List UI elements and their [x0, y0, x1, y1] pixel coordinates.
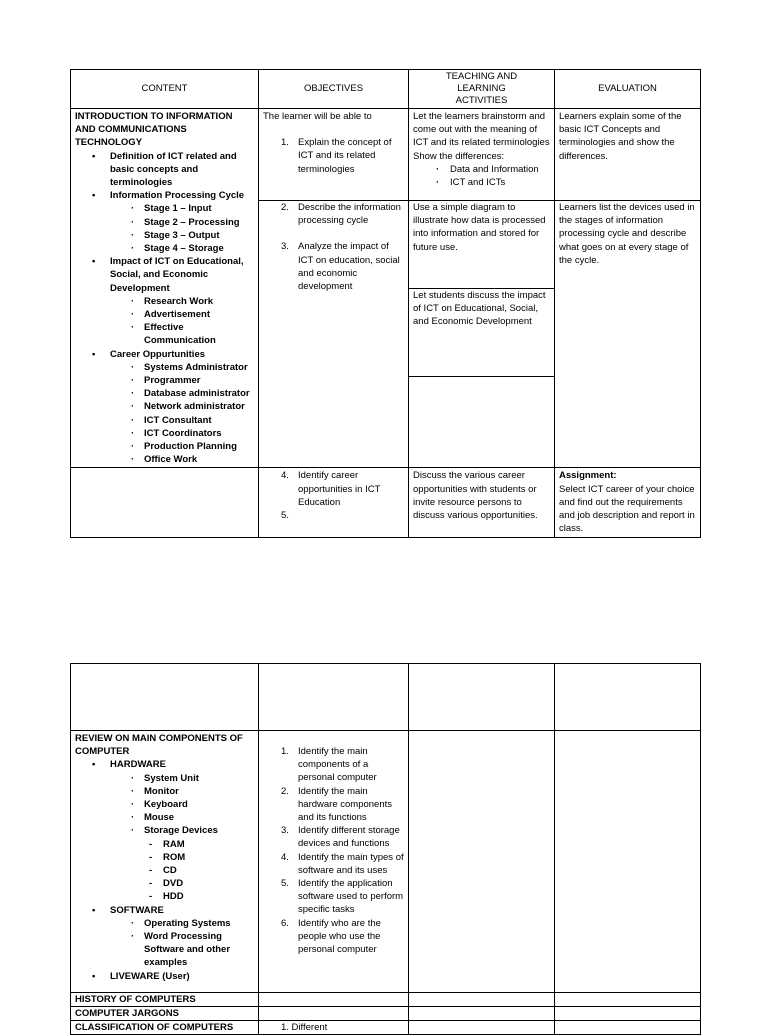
list-item: • LIVEWARE (User): [75, 970, 254, 983]
item-number: 3.: [281, 825, 289, 837]
objective-text: Analyze the impact of ICT on education, social and economic development: [298, 241, 400, 293]
objectives-intro: The learner will be able to: [263, 111, 372, 122]
list-item: • SOFTWARE: [75, 904, 254, 917]
content-cell: COMPUTER JARGONS: [71, 1007, 259, 1021]
list-item: - RAM: [75, 838, 254, 851]
subtopic-list: [75, 361, 254, 467]
activities-cell: Discuss the various career opportunities with students or invite resource persons to discuss various opportunities.: [409, 468, 555, 537]
list-item: · Research Work: [75, 295, 254, 308]
activity-text: Let the learners brainstorm and come out with the meaning of ICT and its related terminologies: [413, 111, 550, 149]
item-number: 4.: [281, 470, 289, 482]
list-item: · Keyboard: [75, 798, 254, 811]
evaluation-cell: [555, 468, 701, 537]
empty-cell: [259, 1007, 409, 1021]
table-row: [71, 993, 701, 1007]
activities-block-3: [409, 289, 554, 377]
objectives-list: [263, 469, 404, 522]
list-item: [75, 255, 254, 295]
list-item: [75, 189, 254, 202]
topic-label: Definition of ICT related and basic concepts and terminologies: [110, 150, 237, 189]
list-item: • HARDWARE: [75, 758, 254, 771]
subtopic-list: [75, 772, 254, 838]
item-number: 5.: [281, 878, 289, 890]
item-number: 3.: [281, 241, 289, 253]
list-item: · Stage 3 – Output: [75, 229, 254, 242]
item-number: 5.: [281, 510, 289, 522]
list-item: · Data and Information: [413, 163, 550, 176]
content-cell-empty: [71, 468, 259, 537]
objective-text: Identify career opportunities in ICT Education: [298, 470, 381, 508]
evaluation-text: Select ICT career of your choice and find out the requirements and job description and report in class.: [559, 483, 695, 535]
objective-text: Identify the main components of a personal computer: [298, 746, 377, 784]
objectives-cell: [259, 109, 409, 468]
empty-cell: [555, 1021, 701, 1035]
list-item: [263, 824, 404, 850]
item-number: 1.: [281, 746, 289, 757]
evaluation-text: Learners list the devices used in the stages of information processing cycle and describe what goes on at every stage of the cycle.: [559, 202, 695, 266]
list-item: [263, 136, 404, 176]
objectives-list: [263, 136, 404, 176]
header-evaluation: EVALUATION: [555, 70, 701, 109]
list-item: [263, 917, 404, 957]
list-item: · System Unit: [75, 772, 254, 785]
list-item: · Network administrator: [75, 400, 254, 413]
item-number: 4.: [281, 851, 289, 863]
list-item: · Storage Devices: [75, 824, 254, 837]
list-item: · Mouse: [75, 811, 254, 824]
objectives-block-2: [263, 201, 404, 293]
list-item: · Programmer: [75, 374, 254, 387]
objectives-cell: [259, 468, 409, 537]
item-number: 6.: [281, 917, 289, 929]
empty-cell: [409, 1007, 555, 1021]
item-number: 2.: [281, 785, 289, 797]
list-item: · ICT Consultant: [75, 414, 254, 427]
objectives-cell: [259, 1021, 409, 1035]
assignment-label: Assignment:: [559, 470, 617, 482]
objective-text: Identify who are the people who use the personal computer: [298, 917, 381, 956]
table-row: [71, 731, 701, 993]
list-item: · Effective Communication: [75, 321, 254, 347]
table-row: [71, 1021, 701, 1035]
evaluation-block-2: [559, 201, 696, 267]
topic-list: [75, 970, 254, 983]
list-item: [263, 201, 404, 227]
content-title: REVIEW ON MAIN COMPONENTS OF COMPUTER: [75, 733, 243, 758]
topic-list: [75, 348, 254, 361]
empty-cell: [409, 993, 555, 1007]
item-number: 1.: [281, 137, 289, 149]
header-row: [71, 70, 701, 109]
table-row: [71, 109, 701, 468]
topic-list: [75, 904, 254, 917]
topic-list: [75, 150, 254, 203]
objective-text: Explain the concept of ICT and its related terminologies: [298, 137, 392, 175]
list-item: [263, 745, 404, 785]
list-item: [263, 877, 404, 917]
objectives-block-1: [259, 109, 408, 201]
content-cell: HISTORY OF COMPUTERS: [71, 993, 259, 1007]
list-item: · Stage 2 – Processing: [75, 216, 254, 229]
list-item: · Word Processing Software and other examples: [75, 930, 254, 970]
list-item: · Advertisement: [75, 308, 254, 321]
empty-cell: [259, 664, 409, 731]
header-activities-label: TEACHING AND LEARNING ACTIVITIES: [445, 71, 518, 106]
content-cell: CLASSIFICATION OF COMPUTERS: [71, 1021, 259, 1035]
header-activities: [409, 70, 555, 109]
list-item: · Production Planning: [75, 440, 254, 453]
evaluation-block-1: [555, 109, 700, 201]
list-item: · Systems Administrator: [75, 361, 254, 374]
empty-cell: [555, 664, 701, 731]
activity-text: Use a simple diagram to illustrate how data is processed into information and stored for future use.: [413, 202, 546, 253]
subtopic-list: [75, 202, 254, 255]
activity-sublist: [413, 163, 550, 189]
list-item: [75, 348, 254, 361]
lesson-plan-table-2: [70, 663, 701, 1035]
list-item: · Database administrator: [75, 387, 254, 400]
subtopic-list: [75, 917, 254, 970]
activity-text: Show the differences:: [413, 150, 505, 162]
list-item: · Operating Systems: [75, 917, 254, 930]
list-item: · Office Work: [75, 453, 254, 466]
list-item: - ROM: [75, 851, 254, 864]
objective-text: Identify the main hardware components and its functions: [298, 785, 392, 824]
list-item: - HDD: [75, 890, 254, 903]
evaluation-text: Learners explain some of the basic ICT Concepts and terminologies and show the differences.: [559, 111, 682, 162]
objective-text: 1. Different: [281, 1022, 328, 1033]
list-item: · Stage 1 – Input: [75, 202, 254, 215]
list-item: [263, 469, 404, 509]
empty-cell: [259, 993, 409, 1007]
list-item: [263, 240, 404, 293]
list-item: [263, 851, 404, 877]
activities-block-2: [409, 201, 554, 289]
empty-cell: [409, 664, 555, 731]
objective-text: Identify the main types of software and its uses: [298, 851, 404, 876]
topic-label: Information Processing Cycle: [110, 190, 245, 202]
list-item: [75, 150, 254, 190]
evaluation-cell: [555, 109, 701, 468]
empty-cell: [409, 1021, 555, 1035]
list-item: · ICT Coordinators: [75, 427, 254, 440]
objective-text: Identify different storage devices and functions: [298, 825, 400, 850]
objectives-list: [263, 240, 404, 293]
content-cell: [71, 109, 259, 468]
list-item: [263, 785, 404, 825]
list-item: · ICT and ICTs: [413, 176, 550, 189]
empty-cell: [71, 664, 259, 731]
topic-list: [75, 758, 254, 771]
objectives-list: [263, 745, 404, 956]
subtopic-list: [75, 295, 254, 348]
list-item: - CD: [75, 864, 254, 877]
list-item: · Stage 4 – Storage: [75, 242, 254, 255]
lesson-plan-table-1: [70, 69, 701, 538]
activities-block-1: [409, 109, 554, 201]
list-item: - DVD: [75, 877, 254, 890]
objectives-list: [263, 201, 404, 227]
list-item: · Monitor: [75, 785, 254, 798]
objective-text: Describe the information processing cycle: [298, 202, 401, 227]
storage-list: [75, 838, 254, 904]
empty-cell: [555, 1007, 701, 1021]
table-row: [71, 664, 701, 731]
topic-label: Impact of ICT on Educational, Social, and Economic Development: [110, 256, 244, 294]
table-row: [71, 1007, 701, 1021]
empty-cell: [555, 731, 701, 993]
item-number: 2.: [281, 202, 289, 213]
activity-text: Let students discuss the impact of ICT on Educational, Social, and Economic Development: [413, 290, 546, 328]
empty-cell: [555, 993, 701, 1007]
objectives-cell: [259, 731, 409, 993]
table-row: [71, 468, 701, 537]
empty-cell: [409, 731, 555, 993]
objective-text: Identify the application software used to perform specific tasks: [298, 878, 404, 916]
activities-cell: [409, 109, 555, 468]
topic-list: [75, 255, 254, 295]
header-objectives: OBJECTIVES: [259, 70, 409, 109]
content-title: INTRODUCTION TO INFORMATION AND COMMUNICATIONS TECHNOLOGY: [75, 111, 233, 149]
content-cell: [71, 731, 259, 993]
topic-label: Career Oppurtunities: [110, 348, 206, 360]
header-content: CONTENT: [71, 70, 259, 109]
